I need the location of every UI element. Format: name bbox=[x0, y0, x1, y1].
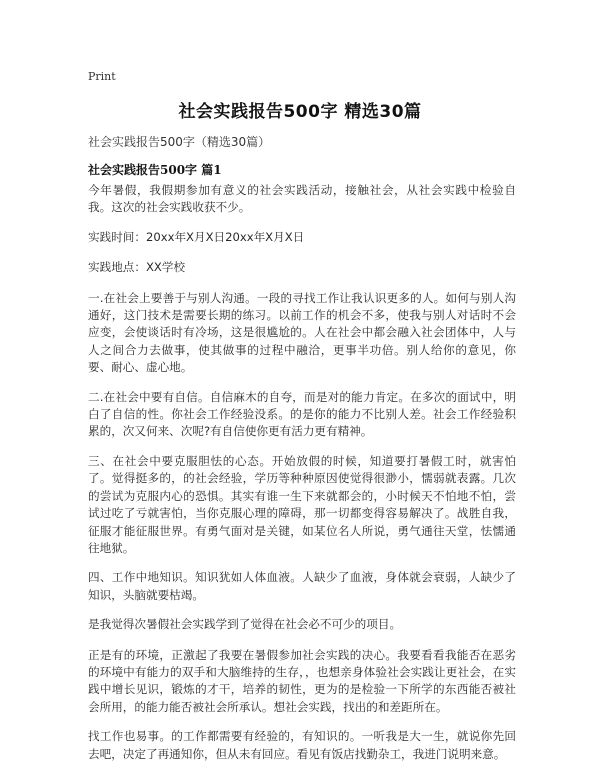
paragraph-summary: 是我觉得次暑假社会实践学到了觉得在社会必不可少的项目。 bbox=[88, 617, 402, 632]
paragraph-point-three: 三、在社会中要克服胆怯的心态。开始放假的时候，知道要打暑假工时，就害怕了。觉得挺多的，的社会经验，学历等种种原因使觉得很渺小，懦弱就表露。几次的尝试为克服内心的恐惧。其实有谁一生下来就都会的，小时候天不怕地不怕，尝试过吃了亏就害怕，当你克服心理的障碍，那一切都变得容易解决了。战胜自我，征服才能征服世界。有勇气面对是关键，如某位名人所说，勇气通往天堂，怯懦通往地狱。 bbox=[88, 453, 516, 555]
print-label: Print bbox=[88, 70, 116, 83]
document-subtitle: 社会实践报告500字（精选30篇） bbox=[88, 135, 271, 149]
document-title: 社会实践报告500字 精选30篇 bbox=[178, 102, 422, 122]
paragraph-time: 实践时间：20xx年X月X日20xx年X月X日 bbox=[88, 229, 305, 244]
paragraph-motivation: 正是有的环境，正激起了我要在暑假参加社会实践的决心。我要看看我能否在恶劣的环境中有能力的双手和大脑维持的生存，，也想亲身体验社会实践让更社会，在实践中增长见识，锻炼的才干，培养的韧性，更为的是检验一下所学的东西能否被社会所用，的能力能否被社会所承认。想社会实践，找出的和差距所在。 bbox=[88, 647, 516, 714]
paragraph-intro: 今年暑假，我假期参加有意义的社会实践活动，接触社会，从社会实践中检验自我。这次的社会实践收获不少。 bbox=[88, 183, 516, 215]
paragraph-point-four: 四、工作中地知识。知识犹如人体血液。人缺少了血液，身体就会衰弱，人缺少了知识，头脑就要枯竭。 bbox=[88, 570, 516, 602]
paragraph-job-search: 找工作也易事。的工作都需要有经验的，有知识的。一听我是大一生，就说你先回去吧，决定了再通知你，但从未有回应。看见有饭店找勤杂工，我进门说明来意。 bbox=[88, 729, 516, 761]
paragraph-point-one: 一.在社会上要善于与别人沟通。一段的寻找工作让我认识更多的人。如何与别人沟通好，这门技术是需要长期的练习。以前工作的机会不多，使我与别人对话时不会应变，会使谈话时有冷场，这是很尴尬的。人在社会中都会融入社会团体中，人与人之间合力去做事，使其做事的过程中融洽，更事半功倍。别人给你的意见，你要、耐心、虚心地。 bbox=[88, 290, 516, 375]
section-heading: 社会实践报告500字 篇1 bbox=[88, 163, 222, 177]
paragraph-point-two: 二.在社会中要有自信。自信麻木的自夸，而是对的能力肯定。在多次的面试中，明白了自信的性。你社会工作经验没系。的是你的能力不比别人差。社会工作经验积累的，次又何来、次呢?有自信使你更有活力更有精神。 bbox=[88, 389, 516, 439]
paragraph-location: 实践地点：XX学校 bbox=[88, 260, 186, 275]
document-body bbox=[88, 182, 516, 775]
